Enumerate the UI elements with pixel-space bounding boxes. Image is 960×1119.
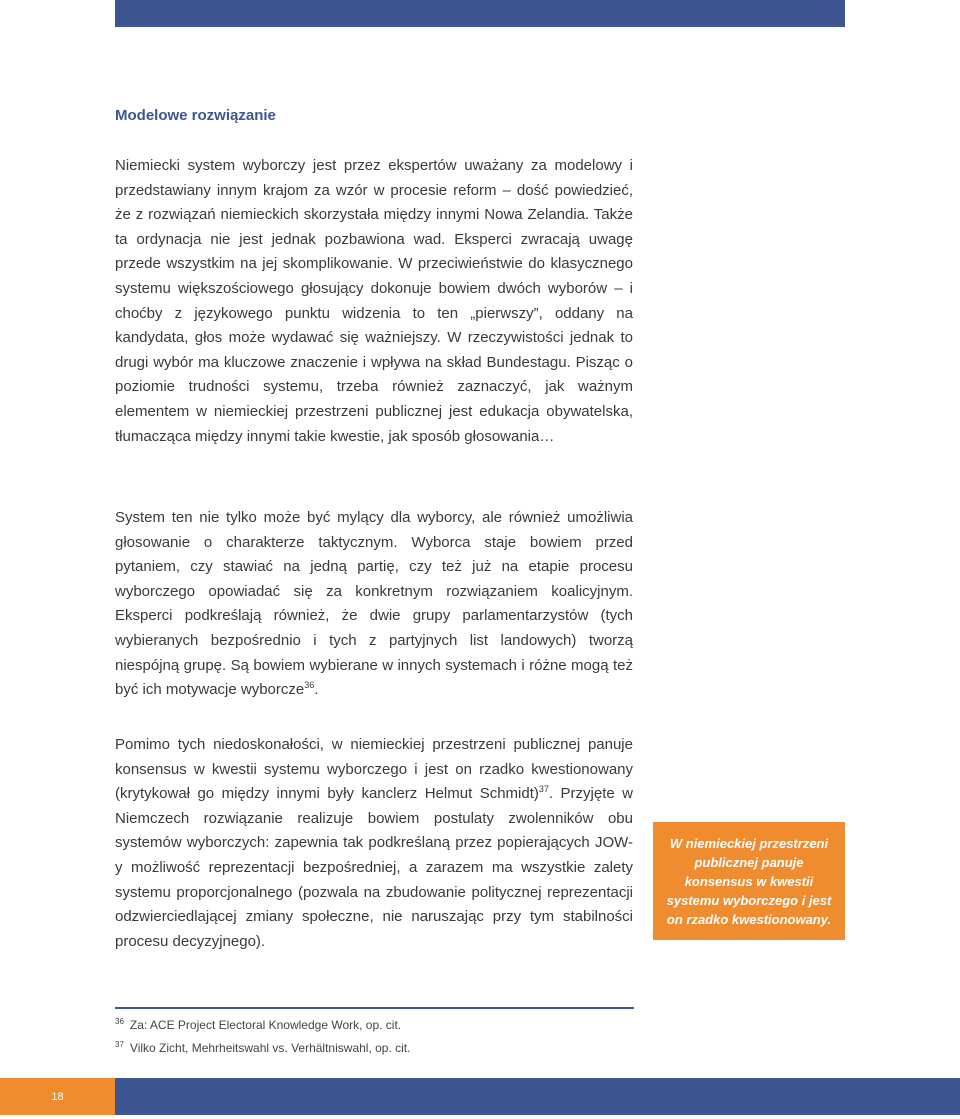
footnote-number: 37	[115, 1040, 124, 1049]
paragraph-2-text: System ten nie tylko może być mylący dla wyborcy, ale również umożliwia głosowanie o charakterze taktycznym. Wyborca staje bowiem przed pytaniem, czy stawiać na jedną partię, czy też już na etapie procesu wyborczego opowiadać się za konkretnym rozwiązaniem koalicyjnym. Eksperci podkreślają również, że dwie grupy parlamentarzystów (tych wybieranych bezpośrednio i tych z partyjnych list landowych) tworzą niespójną grupę. Są bowiem wybierane w innych systemach i różne mogą też być ich motywacje wyborcze	[115, 509, 633, 699]
footnote-ref-37[interactable]: 37	[538, 784, 549, 795]
paragraph-1: Niemiecki system wyborczy jest przez ekspertów uważany za modelowy i przedstawiany innym krajom za wzór w procesie reform – dość powiedzieć, że z rozwiązań niemieckich skorzystała między innymi Nowa Zelandia. Także ta ordynacja nie jest jednak pozbawiona wad. Eksperci zwracają uwagę przede wszystkim na jej skomplikowanie. W przeciwieństwie do klasycznego systemu większościowego głosujący dokonuje bowiem dwóch wyborów – i choćby z językowego punktu widzenia to ten „pierwszy”, oddany na kandydata, głos może wydawać się ważniejszy. W rzeczywistości jednak to drugi wybór ma kluczowe znaczenie i wpływa na skład Bundestagu. Pisząc o poziomie trudności systemu, trzeba również zaznaczyć, jak ważnym elementem w niemieckiej przestrzeni publicznej jest edukacja obywatelska, tłumacząca między innymi takie kwestie, jak sposób głosowania…	[115, 157, 633, 445]
paragraph-3-text-b: . Przyjęte w Niemczech rozwiązanie realizuje bowiem postulaty zwolenników obu systemów wyborczych: zapewnia tak podkreślaną przez popierających JOW-y możliwość reprezentacji bezpośredniej, a zarazem ma wszystkie zalety systemu proporcjonalnego (pozwala na zbudowanie politycznej reprezentacji odzwierciedlającej zmiany społeczne, nie naruszając przy tym stabilności procesu decyzyjnego).	[115, 785, 633, 950]
paragraph-2-end: .	[314, 681, 319, 699]
pull-quote-callout: W niemieckiej przestrzeni publicznej panuje konsensus w kwestii systemu wyborczego i jest on rzadko kwestionowany.	[653, 822, 845, 940]
footnote-text: Vilko Zicht, Mehrheitswahl vs. Verhältniswahl, op. cit.	[129, 1041, 411, 1055]
page-number: 18	[0, 1078, 115, 1115]
bottom-footer-bar	[115, 1078, 960, 1115]
paragraph-3	[115, 733, 633, 954]
footnotes	[115, 1012, 715, 1058]
footnote-text: Za: ACE Project Electoral Knowledge Work, op. cit.	[129, 1018, 402, 1032]
footnote-ref-36[interactable]: 36	[304, 680, 315, 691]
footnote-number: 36	[115, 1017, 124, 1026]
paragraph-3-text-a: Pomimo tych niedoskonałości, w niemieckiej przestrzeni publicznej panuje konsensus w kwestii systemu wyborczego i jest on rzadko kwestionowany (krytykował go między innymi były kanclerz Helmut Schmidt)	[115, 736, 633, 803]
section-heading: Modelowe rozwiązanie	[115, 107, 276, 124]
footnote-37	[115, 1035, 715, 1058]
footnote-divider	[115, 1007, 634, 1009]
paragraph-2	[115, 506, 633, 703]
footnote-36	[115, 1012, 715, 1035]
top-header-bar	[115, 0, 845, 27]
